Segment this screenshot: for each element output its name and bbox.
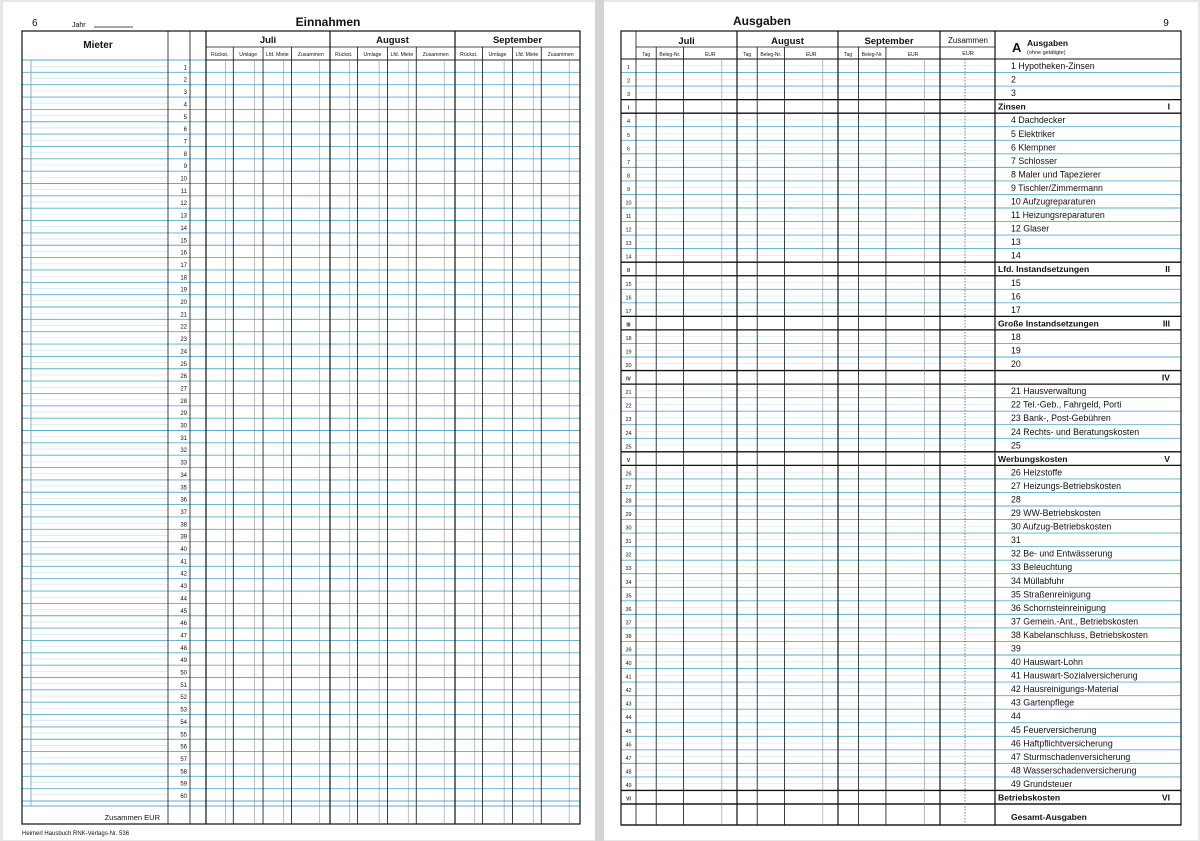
income-row-number: 13 — [180, 213, 187, 220]
expense-row-number: 40 — [625, 661, 632, 668]
expense-item-label: 26 Heizstoffe — [1011, 467, 1063, 478]
income-row-number: 32 — [180, 448, 187, 455]
income-row-number: 52 — [180, 695, 187, 702]
expense-subcol-label: Tag — [844, 52, 853, 58]
expense-item-label: 47 Sturmschadenversicherung — [1011, 751, 1131, 762]
expense-group-roman: III — [1162, 318, 1170, 329]
expense-subcol-label: Beleg-Nr. — [760, 52, 782, 58]
income-subcol-label: Rückst. — [460, 52, 478, 58]
expenses-title: Ausgaben — [732, 14, 792, 28]
income-row-number: 54 — [180, 719, 187, 726]
expense-row-number: 12 — [625, 227, 632, 234]
expense-month-label: August — [771, 36, 804, 47]
income-row-number: 23 — [180, 337, 187, 344]
expense-row-number: 14 — [625, 254, 632, 261]
income-subcol-label: Lfd. Miete — [515, 52, 539, 58]
expense-group-label: Werbungskosten — [998, 453, 1068, 464]
expense-row-number: 30 — [625, 525, 632, 532]
expense-item-label: 11 Heizungsreparaturen — [1011, 210, 1105, 221]
income-row-number: 59 — [180, 781, 187, 788]
income-row-number: 29 — [180, 411, 187, 418]
expense-item-label: 8 Maler und Tapezierer — [1011, 169, 1101, 180]
book-gutter — [595, 0, 604, 841]
expense-row-number: 15 — [625, 281, 632, 288]
expense-item-label: 42 Hausreinigungs-Material — [1011, 684, 1119, 695]
income-row-number: 31 — [180, 435, 187, 442]
expense-item-label: 31 — [1011, 535, 1021, 546]
income-row-number: 50 — [180, 670, 187, 677]
income-row-number: 49 — [180, 658, 187, 665]
income-subcol-label: Zusammen — [422, 52, 449, 58]
expense-row-number: 13 — [625, 241, 632, 248]
expense-row-number: IV — [626, 376, 631, 383]
expense-item-label: 13 — [1011, 237, 1021, 248]
income-row-number: 43 — [180, 584, 187, 591]
expense-row-number: 46 — [625, 742, 632, 749]
income-row-number: 34 — [180, 472, 187, 479]
income-row-number: 35 — [180, 485, 187, 492]
expense-row-number: 45 — [625, 728, 632, 735]
expense-item-label: 33 Beleuchtung — [1011, 562, 1073, 573]
expense-item-label: 46 Haftpflichtversicherung — [1011, 738, 1113, 749]
income-subcol-label: Umlage — [239, 52, 258, 58]
income-title: Einnahmen — [295, 15, 361, 29]
expense-row-number: 6 — [626, 146, 631, 153]
expense-row-number: 23 — [625, 417, 632, 424]
expense-subcol-label: EUR — [704, 52, 716, 58]
expense-row-number: 20 — [625, 363, 632, 370]
expense-item-label: 39 — [1011, 643, 1021, 654]
income-row-number: 11 — [180, 188, 187, 195]
income-row-number: 60 — [180, 794, 187, 800]
expense-row-number: 44 — [625, 715, 632, 722]
expense-row-number: I — [627, 105, 630, 112]
income-subcol-label: Umlage — [488, 52, 507, 58]
income-row-number: 16 — [180, 250, 187, 257]
income-subcol-label: Lfd. Miete — [265, 52, 289, 58]
expense-row-number: 8 — [626, 173, 631, 180]
income-row-number: 36 — [180, 497, 187, 504]
expense-item-label: 10 Aufzugreparaturen — [1011, 196, 1096, 207]
expense-item-label: 36 Schornsteinreinigung — [1011, 602, 1106, 613]
expense-item-label: 23 Bank-, Post-Gebühren — [1011, 413, 1111, 424]
income-row-number: 41 — [180, 559, 187, 566]
income-month-label: Juli — [259, 35, 277, 46]
income-row-number: 4 — [183, 102, 187, 109]
expense-item-label: 30 Aufzug-Betriebskosten — [1011, 521, 1112, 532]
income-row-number: 57 — [180, 756, 187, 763]
expense-row-number: 9 — [626, 186, 631, 193]
income-row-number: 19 — [180, 287, 187, 294]
income-row-number: 5 — [183, 114, 187, 121]
expense-row-number: 41 — [625, 674, 632, 681]
income-row-number: 58 — [180, 769, 187, 776]
expense-item-label: 25 — [1011, 440, 1021, 451]
section-subtitle: (ohne getätigte) — [1027, 50, 1066, 56]
expense-item-label: 9 Tischler/Zimmermann — [1011, 182, 1103, 193]
expense-row-number: 2 — [626, 78, 631, 85]
sum-subheader: EUR — [962, 51, 974, 57]
expense-item-label: 4 Dachdecker — [1011, 115, 1066, 126]
expense-row-number: 24 — [625, 430, 632, 437]
expense-item-label: 41 Hauswart-Sozialversicherung — [1011, 670, 1138, 681]
expense-row-number: 25 — [625, 444, 632, 451]
expense-item-label: 3 — [1011, 88, 1016, 99]
expense-item-label: 5 Elektriker — [1011, 128, 1055, 139]
expense-item-label: 43 Gartenpflege — [1011, 697, 1075, 708]
expense-item-label: 28 — [1011, 494, 1021, 505]
expense-row-number: VI — [626, 796, 631, 803]
expense-row-number: 48 — [625, 769, 632, 776]
section-letter: A — [1012, 40, 1022, 55]
right-page-number: 9 — [1163, 18, 1169, 29]
expense-item-label: 34 Müllabfuhr — [1011, 575, 1065, 586]
expense-subcol-label: Beleg-Nr. — [659, 52, 681, 58]
expense-row-number: 31 — [625, 539, 632, 546]
sum-header: Zusammen — [947, 36, 989, 45]
expense-item-label: 18 — [1011, 331, 1021, 342]
expense-row-number: 47 — [625, 755, 632, 762]
expense-item-label: 6 Klempner — [1011, 142, 1056, 153]
income-row-number: 46 — [180, 621, 187, 628]
expense-item-label: 45 Feuerversicherung — [1011, 724, 1097, 735]
expense-item-label: 7 Schlosser — [1011, 155, 1057, 166]
expense-row-number: 43 — [625, 701, 632, 708]
expense-row-number: II — [627, 268, 630, 275]
left-page-number: 6 — [32, 18, 38, 29]
income-subcol-label: Rückst. — [335, 52, 353, 58]
income-row-number: 21 — [180, 312, 187, 319]
expense-row-number: 35 — [625, 593, 632, 600]
expense-group-label: Zinsen — [998, 101, 1026, 112]
expense-item-label: 21 Hausverwaltung — [1011, 386, 1087, 397]
income-row-number: 1 — [183, 65, 187, 72]
expense-item-label: 24 Rechts- und Beratungskosten — [1011, 426, 1140, 437]
expense-group-label: Lfd. Instandsetzungen — [998, 264, 1090, 275]
income-row-number: 3 — [183, 90, 187, 97]
income-row-number: 20 — [180, 300, 187, 306]
expense-row-number: 11 — [625, 214, 632, 221]
expense-row-number: 28 — [625, 498, 632, 505]
expense-row-number: 22 — [625, 403, 632, 410]
expense-item-label: 48 Wasserschadenversicherung — [1011, 765, 1137, 776]
expense-subcol-label: Tag — [743, 52, 752, 58]
income-row-number: 53 — [180, 707, 187, 714]
income-row-number: 47 — [180, 633, 187, 640]
expense-row-number: 10 — [625, 200, 632, 207]
income-month-label: August — [376, 35, 409, 46]
income-row-number: 51 — [180, 682, 187, 689]
income-row-number: 17 — [180, 262, 187, 269]
expense-item-label: 32 Be- und Entwässerung — [1011, 548, 1113, 559]
expense-item-label: 2 — [1011, 74, 1016, 85]
expense-row-number: 33 — [625, 566, 632, 573]
expense-row-number: 18 — [625, 335, 632, 342]
income-row-number: 30 — [180, 423, 187, 430]
income-row-number: 33 — [180, 460, 187, 467]
expense-item-label: 35 Straßenreinigung — [1011, 589, 1091, 600]
expense-item-label: 40 Hauswart-Lohn — [1011, 657, 1083, 668]
income-row-number: 40 — [180, 547, 187, 553]
expense-item-label: 44 — [1011, 711, 1021, 722]
income-row-number: 26 — [180, 374, 187, 381]
expense-row-number: 32 — [625, 552, 632, 559]
expense-item-label: 1 Hypotheken-Zinsen — [1011, 61, 1095, 72]
expense-item-label: 14 — [1011, 250, 1021, 261]
income-row-number: 6 — [183, 127, 187, 134]
expense-row-number: 4 — [626, 119, 631, 126]
income-row-number: 28 — [180, 398, 187, 405]
expense-group-label: Große Instandsetzungen — [998, 318, 1099, 329]
expense-item-label: 38 Kabelanschluss, Betriebskosten — [1011, 629, 1148, 640]
expense-row-number: III — [626, 322, 631, 329]
expense-subcol-label: Tag — [642, 52, 651, 58]
income-row-number: 44 — [180, 596, 187, 603]
expense-item-label: 20 — [1011, 359, 1021, 370]
expense-total-label: Gesamt-Ausgaben — [1011, 812, 1087, 822]
expense-group-label: Betriebskosten — [998, 792, 1061, 803]
expense-row-number: 7 — [626, 159, 631, 166]
income-row-number: 2 — [183, 77, 187, 84]
expense-row-number: 27 — [625, 484, 632, 491]
expense-group-roman: VI — [1161, 792, 1170, 803]
expense-subcol-label: EUR — [805, 52, 817, 58]
expense-row-number: 34 — [625, 579, 632, 586]
expense-row-number: 36 — [625, 606, 632, 613]
income-row-number: 7 — [183, 139, 187, 146]
income-row-number: 48 — [180, 645, 187, 652]
expense-row-number: V — [626, 457, 631, 464]
expense-item-label: 29 WW-Betriebskosten — [1011, 508, 1101, 519]
income-row-number: 55 — [180, 732, 187, 739]
expense-item-label: 49 Grundsteuer — [1011, 778, 1073, 789]
income-row-number: 27 — [180, 386, 187, 393]
income-row-number: 14 — [180, 225, 187, 232]
tenant-header: Mieter — [83, 40, 113, 51]
expense-item-label: 37 Gemein.-Ant., Betriebskosten — [1011, 616, 1139, 627]
income-subcol-label: Rückst. — [210, 52, 229, 58]
expense-item-label: 17 — [1011, 304, 1021, 315]
income-total-label: Zusammen EUR — [104, 813, 160, 822]
expense-group-roman: I — [1167, 101, 1170, 112]
expense-row-number: 16 — [625, 295, 632, 302]
expense-month-label: September — [864, 36, 914, 47]
expense-item-label: 12 Glaser — [1011, 223, 1050, 234]
expense-row-number: 49 — [625, 782, 632, 789]
income-row-number: 22 — [180, 324, 187, 331]
expense-item-label: 27 Heizungs-Betriebskosten — [1011, 480, 1122, 491]
expense-row-number: 3 — [626, 92, 631, 99]
expense-row-number: 42 — [625, 688, 632, 695]
income-row-number: 38 — [180, 522, 187, 529]
income-row-number: 45 — [180, 608, 187, 615]
income-row-number: 42 — [180, 571, 187, 578]
income-row-number: 10 — [180, 176, 187, 183]
section-title: Ausgaben — [1027, 38, 1069, 48]
expense-group-roman: II — [1165, 264, 1170, 275]
year-label: Jahr — [72, 22, 86, 29]
expense-row-number: 17 — [625, 308, 632, 315]
income-row-number: 56 — [180, 744, 187, 751]
publisher-footer: Heimerl Hausbuch RNK-Verlags-Nr. 536 — [22, 831, 130, 837]
income-row-number: 39 — [180, 534, 187, 541]
income-row-number: 9 — [183, 164, 187, 171]
income-row-number: 15 — [180, 238, 187, 245]
expense-row-number: 29 — [625, 512, 632, 519]
expense-row-number: 37 — [625, 620, 632, 627]
income-row-number: 24 — [180, 349, 187, 356]
expense-row-number: 26 — [625, 471, 632, 478]
expense-subcol-label: Beleg-Nr. — [861, 52, 883, 58]
expense-row-number: 21 — [625, 390, 632, 397]
income-subcol-label: Umlage — [363, 52, 382, 58]
expense-item-label: 22 Tel.-Geb., Fahrgeld, Porti — [1011, 399, 1122, 410]
income-month-label: September — [492, 35, 543, 46]
expense-row-number: 38 — [625, 633, 632, 640]
income-row-number: 37 — [180, 509, 187, 516]
expense-row-number: 19 — [625, 349, 632, 356]
expense-item-label: 19 — [1011, 345, 1021, 356]
expense-month-label: Juli — [678, 36, 695, 47]
income-row-number: 18 — [180, 275, 187, 282]
expense-group-roman: V — [1164, 453, 1170, 464]
income-row-number: 8 — [183, 151, 187, 158]
expense-subcol-label: EUR — [907, 52, 919, 58]
income-subcol-label: Zusammen — [547, 52, 574, 58]
income-row-number: 12 — [180, 201, 187, 208]
expense-item-label: 16 — [1011, 291, 1021, 302]
expense-item-label: 15 — [1011, 277, 1021, 288]
expense-row-number: 1 — [626, 65, 631, 72]
income-row-number: 25 — [180, 361, 187, 368]
expense-row-number: 5 — [626, 132, 631, 139]
income-subcol-label: Lfd. Miete — [390, 52, 414, 58]
expense-row-number: 39 — [625, 647, 632, 654]
expense-group-roman: IV — [1161, 372, 1170, 383]
income-subcol-label: Zusammen — [297, 52, 324, 58]
